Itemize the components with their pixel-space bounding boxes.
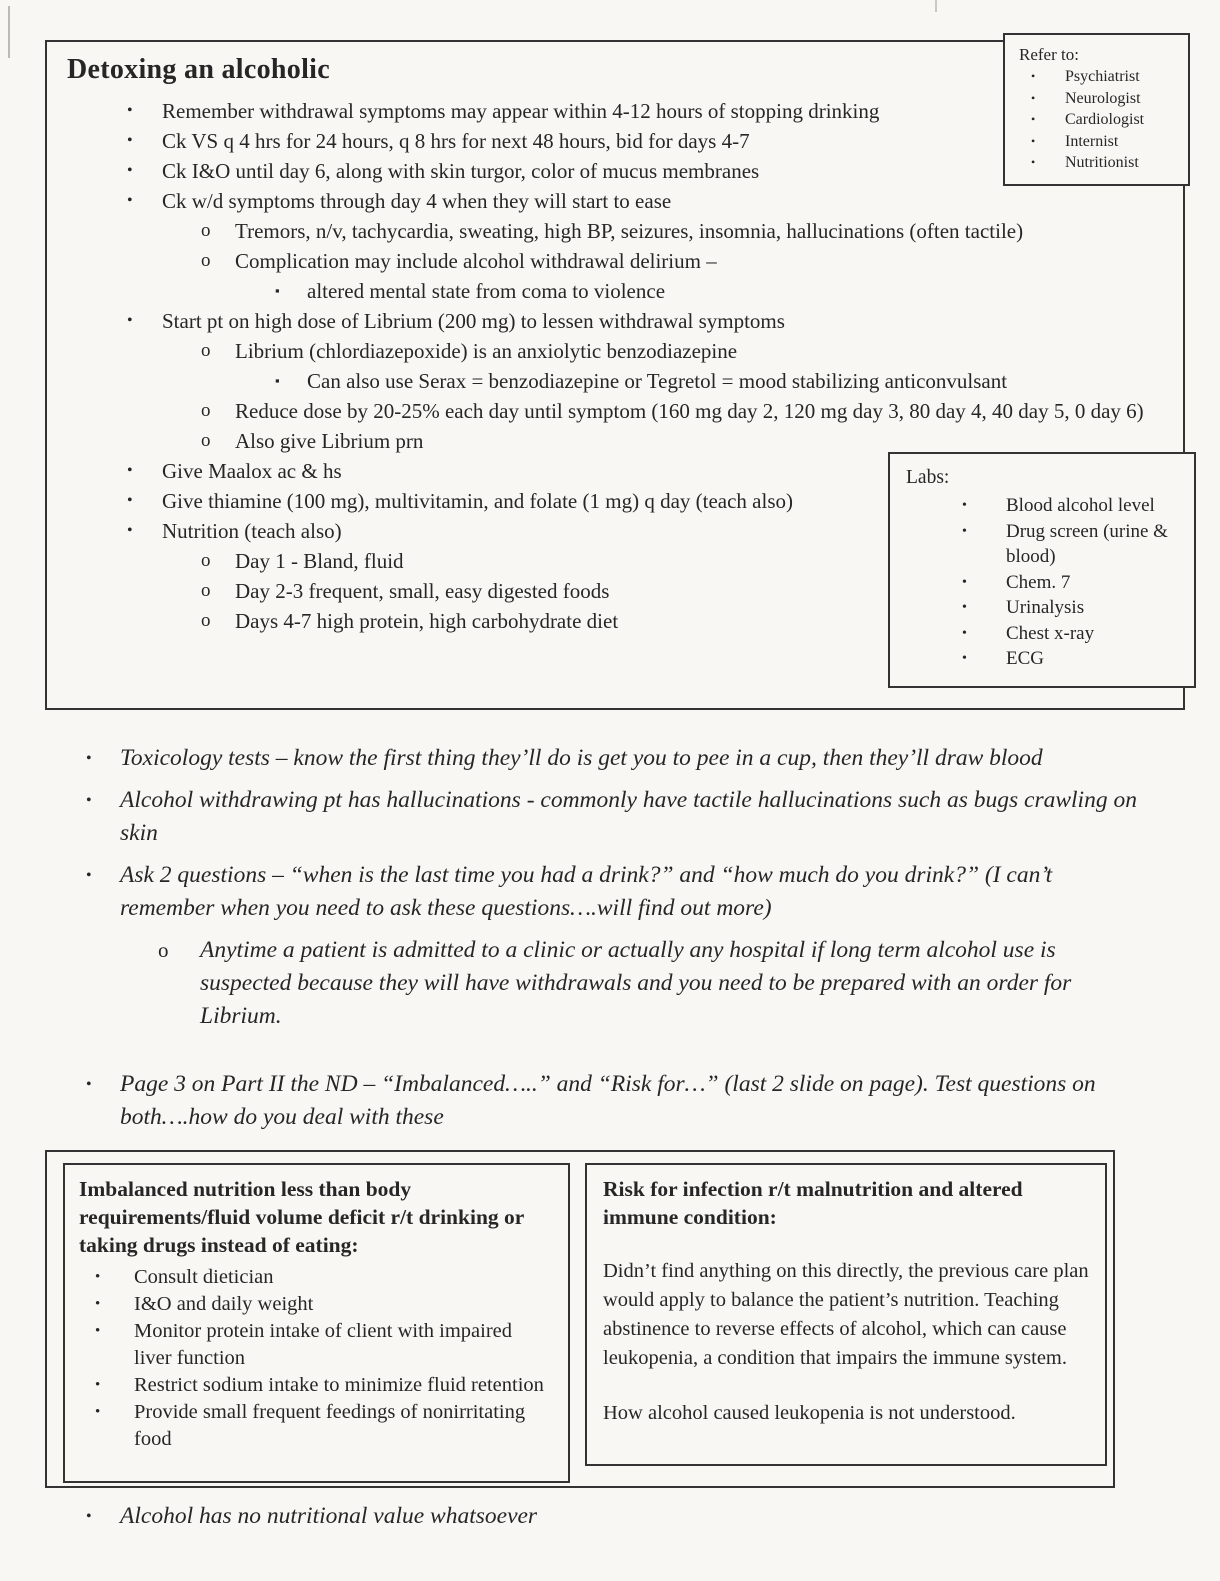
list-item-text: Day 2-3 frequent, small, easy digested foods	[235, 579, 610, 603]
list-item	[1019, 66, 1184, 88]
list-item	[67, 336, 1149, 366]
list-item	[1019, 152, 1184, 174]
list-item-text: Librium (chlordiazepoxide) is an anxiolytic benzodiazepine	[235, 339, 738, 363]
bullet-icon: •	[95, 1296, 101, 1312]
list-item	[67, 156, 1149, 186]
imbalanced-nutrition-box	[63, 1163, 570, 1483]
list-item	[67, 276, 1149, 306]
square-bullet-icon: ▪	[275, 283, 280, 298]
list-item-text: altered mental state from coma to violence	[307, 279, 666, 303]
list-item-text: Reduce dose by 20-25% each day until symptom (160 mg day 2, 120 mg day 3, 80 day 4, 40 day 5, 0 day 6)	[235, 399, 1144, 423]
note-item	[70, 784, 1150, 850]
list-item	[67, 366, 1149, 396]
list-item	[906, 519, 1188, 570]
note-text: Alcohol has no nutritional value whatsoever	[120, 1503, 538, 1529]
list-item-text: Days 4-7 high protein, high carbohydrate diet	[235, 609, 619, 633]
list-item-text: Can also use Serax = benzodiazepine or Tegretol = mood stabilizing anticonvulsant	[307, 369, 1008, 393]
list-item	[79, 1318, 554, 1372]
note-item	[70, 742, 1150, 775]
labs-title: Labs:	[906, 467, 950, 488]
page-title: Detoxing an alcoholic	[67, 54, 330, 85]
circle-bullet-icon: o	[201, 610, 211, 631]
bullet-icon: •	[962, 498, 967, 513]
list-item-text: Monitor protein intake of client with impaired liver function	[134, 1320, 513, 1369]
bullet-icon: •	[962, 574, 967, 590]
bullet-icon: •	[127, 462, 133, 479]
footer-note	[70, 1500, 1150, 1542]
list-item-text: Ck w/d symptoms through day 4 when they will start to ease	[162, 189, 672, 213]
scan-artifact	[8, 6, 10, 58]
bullet-icon: •	[86, 1508, 92, 1525]
list-item-text: Chest x-ray	[1006, 622, 1095, 644]
list-item	[79, 1399, 554, 1453]
list-item	[1019, 88, 1184, 110]
page3-note	[70, 1068, 1150, 1143]
list-item-text: Day 1 - Bland, fluid	[235, 549, 404, 573]
refer-to-title: Refer to:	[1019, 45, 1079, 64]
bullet-icon: •	[127, 492, 133, 509]
list-item-text: Ck VS q 4 hrs for 24 hours, q 8 hrs for next 48 hours, bid for days 4-7	[162, 129, 750, 153]
bullet-icon: •	[86, 867, 92, 884]
list-item-text: Restrict sodium intake to minimize fluid retention	[134, 1374, 544, 1396]
list-item-text: Drug screen (urine & blood)	[1006, 520, 1168, 567]
bullet-icon: •	[86, 750, 92, 767]
list-item-text: Neurologist	[1065, 89, 1141, 107]
list-item	[906, 621, 1188, 647]
circle-bullet-icon: o	[201, 220, 211, 241]
list-item-text: Provide small frequent feedings of nonirritating food	[134, 1401, 526, 1450]
circle-bullet-icon: o	[201, 250, 211, 271]
bullet-icon: •	[1031, 133, 1036, 148]
note-text: Page 3 on Part II the ND – “Imbalanced…..” and “Risk for…” (last 2 slide on page). Test questions on both….how do you deal with these	[120, 1071, 1096, 1130]
list-item	[67, 246, 1149, 276]
list-item	[906, 493, 1188, 519]
note-sub-item	[70, 934, 1150, 1033]
scan-artifact	[935, 0, 937, 12]
note-text: Alcohol withdrawing pt has hallucinations - commonly have tactile hallucinations such as bugs crawling on skin	[120, 787, 1137, 846]
list-item-text: I&O and daily weight	[134, 1293, 314, 1315]
note-text: Ask 2 questions – “when is the last time you had a drink?” and “how much do you drink?” (I can’t remember when you need to ask these questions….will find out more)	[120, 862, 1053, 921]
bullet-icon: •	[95, 1377, 101, 1393]
circle-bullet-icon: o	[201, 400, 211, 421]
square-bullet-icon: ▪	[275, 373, 280, 388]
list-item-text: ECG	[1006, 648, 1044, 669]
bullet-icon: •	[127, 312, 133, 329]
list-item	[1019, 109, 1184, 131]
list-item	[67, 186, 1149, 216]
list-item	[906, 646, 1188, 672]
circle-bullet-icon: o	[201, 340, 211, 361]
list-item-text: Give Maalox ac & hs	[162, 459, 342, 483]
list-item-text: Psychiatrist	[1065, 68, 1140, 85]
list-item	[67, 396, 1149, 426]
bullet-icon: •	[95, 1323, 101, 1339]
risk-for-infection-box	[585, 1163, 1107, 1466]
circle-bullet-icon: o	[201, 550, 211, 571]
circle-bullet-icon: o	[158, 938, 169, 962]
note-text: Toxicology tests – know the first thing they’ll do is get you to pee in a cup, then they’ll draw blood	[120, 745, 1043, 771]
notes-section	[70, 742, 1150, 1033]
list-item	[79, 1372, 554, 1399]
labs-box	[888, 452, 1196, 688]
list-item	[906, 595, 1188, 621]
circle-bullet-icon: o	[201, 430, 211, 451]
list-item-text: Urinalysis	[1006, 597, 1085, 618]
list-item-text: Cardiologist	[1065, 111, 1145, 128]
list-item-text: Also give Librium prn	[235, 429, 424, 453]
bullet-icon: •	[86, 792, 92, 809]
bullet-icon: •	[962, 523, 967, 539]
note-item	[70, 1500, 1150, 1533]
list-item	[67, 306, 1149, 336]
risk-box-paragraph: Didn’t find anything on this directly, the previous care plan would apply to balance the patient’s nutrition. Teaching abstinence to reverse effects of alcohol, which can cause leukopenia, a condition that impairs the immune system.	[603, 1260, 1089, 1369]
list-item-text: Start pt on high dose of Librium (200 mg) to lessen withdrawal symptoms	[162, 309, 785, 333]
bullet-icon: •	[127, 132, 133, 149]
note-item	[70, 859, 1150, 925]
list-item	[79, 1264, 554, 1291]
refer-to-box	[1003, 33, 1190, 186]
list-item-text: Give thiamine (100 mg), multivitamin, and folate (1 mg) q day (teach also)	[162, 489, 793, 513]
bullet-icon: •	[95, 1404, 101, 1420]
bullet-icon: •	[127, 102, 133, 119]
list-item-text: Blood alcohol level	[1006, 495, 1155, 516]
bullet-icon: •	[127, 162, 133, 179]
list-item	[906, 570, 1188, 596]
bullet-icon: •	[127, 522, 133, 539]
list-item-text: Nutrition (teach also)	[162, 519, 342, 543]
bullet-icon: •	[1031, 112, 1036, 126]
list-item	[67, 96, 1149, 126]
list-item-text: Ck I&O until day 6, along with skin turgor, color of mucus membranes	[162, 159, 760, 183]
list-item	[79, 1291, 554, 1318]
circle-bullet-icon: o	[201, 580, 211, 601]
risk-box-paragraph: How alcohol caused leukopenia is not understood.	[603, 1402, 1016, 1424]
list-item-text: Consult dietician	[134, 1266, 274, 1288]
bullet-icon: •	[1031, 90, 1036, 105]
list-item	[67, 126, 1149, 156]
bullet-icon: •	[127, 192, 133, 209]
bullet-icon: •	[962, 651, 967, 666]
bullet-icon: •	[1031, 69, 1036, 83]
list-item-text: Tremors, n/v, tachycardia, sweating, high BP, seizures, insomnia, hallucinations (often tactile)	[235, 219, 1024, 243]
bullet-icon: •	[95, 1269, 101, 1285]
list-item-text: Internist	[1065, 132, 1119, 150]
risk-box-title: Risk for infection r/t malnutrition and altered immune condition:	[603, 1177, 1023, 1229]
bullet-icon: •	[962, 625, 967, 641]
list-item-text: Chem. 7	[1006, 571, 1071, 593]
note-text: Anytime a patient is admitted to a clinic or actually any hospital if long term alcohol use is suspected because they will have withdrawals and you need to be prepared with an order for Librium.	[200, 937, 1072, 1029]
list-item-text: Remember withdrawal symptoms may appear within 4-12 hours of stopping drinking	[162, 99, 880, 123]
bullet-icon: •	[1031, 155, 1036, 169]
list-item-text: Nutritionist	[1065, 154, 1139, 171]
imbalanced-box-title: Imbalanced nutrition less than body requirements/fluid volume deficit r/t drinking or taking drugs instead of eating:	[79, 1177, 524, 1257]
note-item	[70, 1068, 1150, 1134]
bullet-icon: •	[86, 1076, 92, 1093]
list-item	[67, 216, 1149, 246]
bullet-icon: •	[962, 600, 967, 615]
list-item-text: Complication may include alcohol withdrawal delirium –	[235, 249, 717, 273]
list-item	[1019, 131, 1184, 153]
